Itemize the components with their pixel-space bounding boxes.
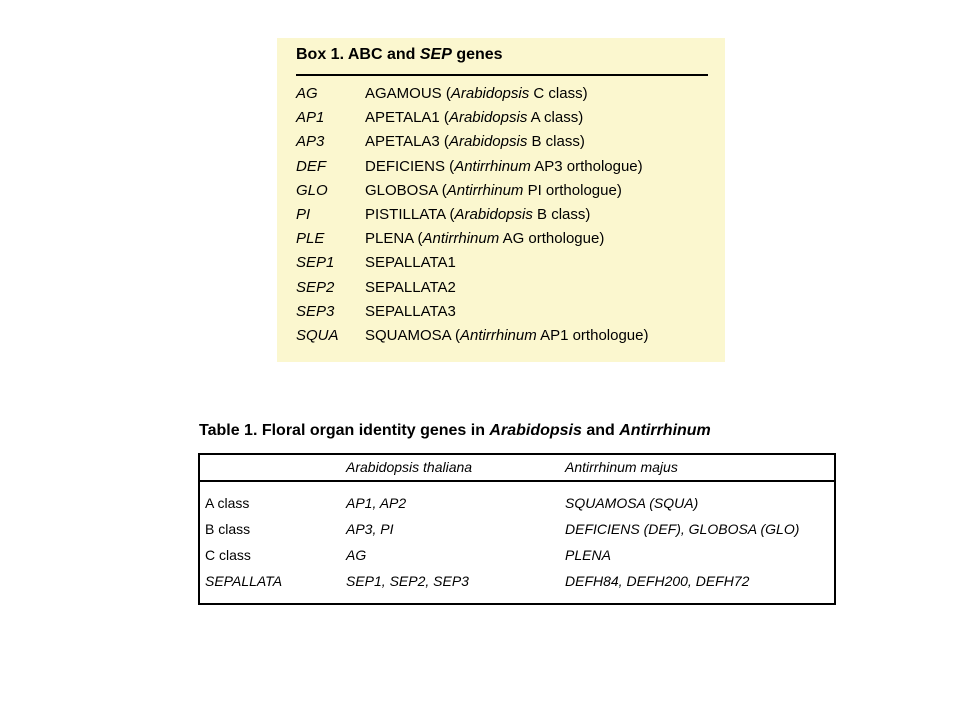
gene-rest: PI orthologue) (523, 181, 622, 199)
gene-rest: AG orthologue) (499, 230, 605, 248)
gene-org: Arabidopsis (454, 205, 533, 223)
gene-abbreviation: AP3 (296, 133, 325, 151)
box-rule (296, 74, 708, 76)
gene-row (296, 227, 716, 251)
gene-list (296, 82, 716, 348)
gene-definition (365, 106, 583, 130)
gene-open: ( (450, 326, 461, 344)
gene-definition (365, 276, 456, 300)
gene-row (296, 300, 716, 324)
header-rule (200, 480, 834, 482)
gene-name: SEPALLATA3 (365, 302, 456, 320)
antirrhinum-cell: SQUAMOSA (SQUA) (565, 495, 699, 511)
gene-definition (365, 203, 590, 227)
gene-definition (365, 179, 622, 203)
class-cell: A class (205, 495, 250, 511)
gene-row (296, 155, 716, 179)
gene-definition (365, 82, 588, 106)
gene-name: APETALA1 (365, 109, 440, 127)
gene-name: SQUAMOSA (365, 326, 451, 344)
arabidopsis-cell: AG (346, 547, 367, 563)
gene-row (296, 251, 716, 275)
table-1 (198, 453, 836, 605)
table-title-prefix: Table 1. Floral organ identity genes in (199, 422, 490, 439)
gene-abbreviation: SEP3 (296, 302, 335, 320)
class-cell: C class (205, 547, 251, 563)
gene-name: PLENA (365, 230, 414, 248)
gene-name: APETALA3 (365, 133, 440, 151)
gene-abbreviation: SQUA (296, 326, 339, 344)
gene-rest: AP3 orthologue) (530, 157, 643, 175)
gene-open: ( (445, 205, 455, 223)
gene-org: Arabidopsis (450, 85, 530, 102)
gene-name: SEPALLATA1 (365, 254, 456, 272)
gene-rest: B class) (527, 133, 585, 151)
gene-name: SEPALLATA2 (365, 278, 456, 296)
header-arabidopsis: Arabidopsis thaliana (346, 459, 473, 475)
header-antirrhinum: Antirrhinum majus (565, 459, 678, 475)
arabidopsis-cell: AP3, PI (346, 521, 394, 537)
gene-row (296, 203, 716, 227)
box-title-sep: SEP (419, 46, 452, 63)
gene-row (296, 324, 716, 348)
gene-open: ( (445, 157, 455, 175)
gene-abbreviation: SEP2 (296, 278, 335, 296)
gene-row (296, 130, 716, 154)
gene-open: ( (437, 181, 447, 199)
gene-open: ( (441, 85, 451, 102)
gene-definition (365, 324, 648, 348)
gene-definition (365, 251, 456, 275)
gene-definition (365, 155, 643, 179)
gene-org: Antirrhinum (460, 326, 537, 344)
table-title-and: and (581, 422, 620, 439)
gene-open: ( (413, 230, 423, 248)
gene-name: DEFICIENS (365, 157, 446, 175)
class-cell: SEPALLATA (205, 573, 283, 589)
gene-rest: C class) (529, 85, 588, 102)
arabidopsis-cell: AP1, AP2 (346, 495, 407, 511)
gene-row (296, 179, 716, 203)
gene-name: AGAMOUS (365, 85, 442, 102)
table-title (199, 422, 711, 440)
gene-definition (365, 300, 456, 324)
gene-open: ( (439, 109, 449, 127)
arabidopsis-cell: SEP1, SEP2, SEP3 (346, 573, 469, 589)
antirrhinum-cell: PLENA (565, 547, 611, 563)
gene-abbreviation: SEP1 (296, 254, 335, 272)
gene-org: Antirrhinum (446, 181, 524, 199)
gene-row (296, 276, 716, 300)
gene-org: Arabidopsis (448, 133, 528, 151)
gene-name: PISTILLATA (365, 205, 446, 223)
antirrhinum-cell: DEFICIENS (DEF), GLOBOSA (GLO) (565, 521, 800, 537)
gene-row (296, 82, 716, 106)
gene-abbreviation: PLE (296, 230, 325, 248)
gene-definition (365, 130, 585, 154)
gene-abbreviation: PI (296, 205, 311, 223)
gene-rest: B class) (532, 205, 591, 223)
gene-abbreviation: GLO (296, 181, 328, 199)
gene-rest: A class) (527, 109, 584, 127)
class-cell: B class (205, 521, 251, 537)
gene-rest: AP1 orthologue) (536, 326, 649, 344)
box-title-suffix: genes (451, 46, 503, 63)
gene-org: Antirrhinum (422, 230, 500, 248)
gene-open: ( (439, 133, 449, 151)
gene-abbreviation: AP1 (296, 109, 325, 127)
gene-definition (365, 227, 604, 251)
box-title-prefix: Box 1. ABC and (296, 46, 420, 63)
gene-org: Antirrhinum (454, 157, 531, 175)
gene-org: Arabidopsis (448, 109, 528, 127)
table-title-antirrhinum: Antirrhinum (619, 422, 711, 439)
gene-abbreviation: AG (296, 85, 318, 102)
gene-abbreviation: DEF (296, 157, 326, 175)
gene-row (296, 106, 716, 130)
box-title (296, 46, 503, 64)
gene-name: GLOBOSA (365, 181, 438, 199)
box-1 (277, 38, 725, 362)
antirrhinum-cell: DEFH84, DEFH200, DEFH72 (565, 573, 750, 589)
table-title-arabidopsis: Arabidopsis (489, 422, 582, 439)
